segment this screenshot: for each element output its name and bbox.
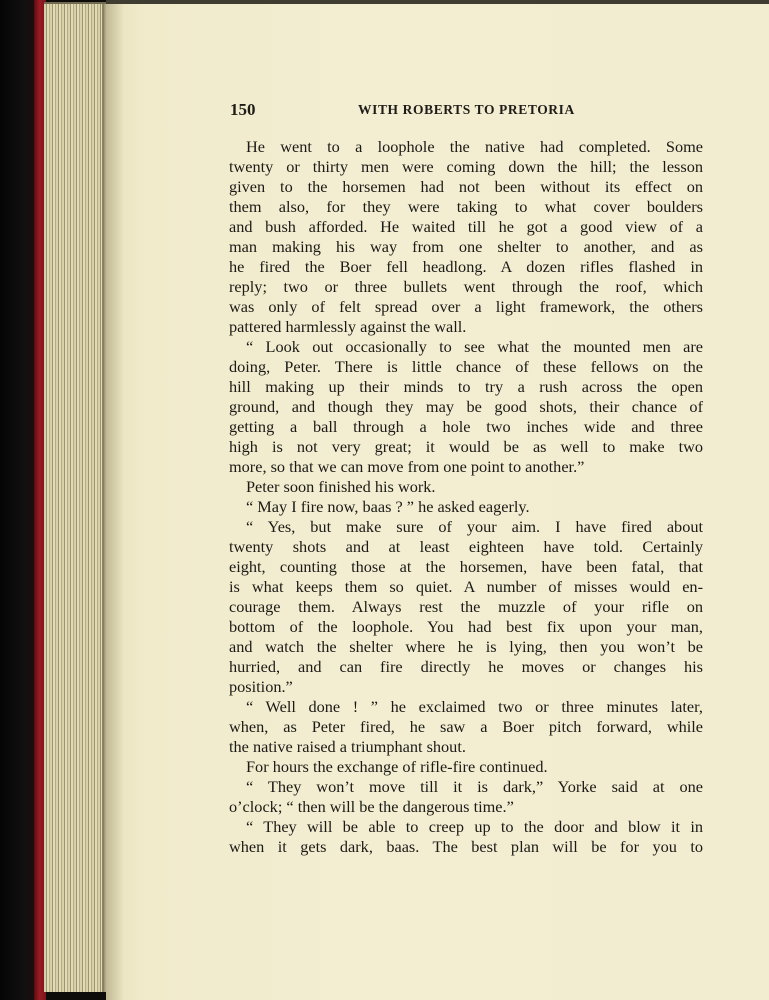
text-line: Peter soon finished his work. [246,477,436,496]
text-line: “ They will be able to creep up to the door and blow it in [246,817,703,836]
text-line: eight, counting those at the horsemen, have been fatal, that [229,557,703,576]
text-line: getting a ball through a hole two inches wide and three [229,417,703,436]
text-line: them also, for they were taking to what cover boulders [229,197,703,216]
text-line: position.” [229,677,293,696]
text-line: the native raised a triumphant shout. [229,737,466,756]
text-line: is what keeps them so quiet. A number of misses would en- [229,577,703,596]
text-line: doing, Peter. There is little chance of these fellows on the [229,357,703,376]
text-line: hill making up their minds to try a rush across the open [229,377,703,396]
body-text [229,137,703,857]
text-line: more, so that we can move from one point to another.” [229,457,585,476]
text-line: ground, and though they may be good shots, their chance of [229,397,703,416]
text-line: bottom of the loophole. You had best fix upon your man, [229,617,703,636]
page-stack-edges [44,2,108,992]
text-line: “ Yes, but make sure of your aim. I have fired about [246,517,703,536]
text-line: twenty or thirty men were coming down the hill; the lesson [229,157,703,176]
text-line: “ They won’t move till it is dark,” Yorke said at one [246,777,703,796]
text-line: “ May I fire now, baas ? ” he asked eagerly. [246,497,530,516]
text-line: man making his way from one shelter to another, and as [229,237,703,256]
text-line: was only of felt spread over a light framework, the others [229,297,703,316]
text-line: courage them. Always rest the muzzle of your rifle on [229,597,703,616]
scan-background-edge [0,0,36,1000]
text-line: high is not very great; it would be as well to make two [229,437,703,456]
text-line: he fired the Boer fell headlong. A dozen rifles flashed in [229,257,703,276]
text-line: For hours the exchange of rifle-fire continued. [246,757,548,776]
text-line: o’clock; “ then will be the dangerous time.” [229,797,514,816]
text-line: “ Look out occasionally to see what the mounted men are [246,337,703,356]
text-line: and watch the shelter where he is lying, then you won’t be [229,637,703,656]
page-number: 150 [230,100,256,119]
text-line: when it gets dark, baas. The best plan will be for you to [229,837,703,856]
text-line: He went to a loophole the native had completed. Some [246,137,703,156]
text-line: pattered harmlessly against the wall. [229,317,467,336]
text-line: twenty shots and at least eighteen have told. Certainly [229,537,703,556]
text-line: hurried, and can fire directly he moves or changes his [229,657,703,676]
text-line: “ Well done ! ” he exclaimed two or three minutes later, [246,697,703,716]
text-line: when, as Peter fired, he saw a Boer pitch forward, while [229,717,703,736]
running-title: WITH ROBERTS TO PRETORIA [358,102,575,117]
gutter-shadow [106,4,124,1000]
text-line: reply; two or three bullets went through the roof, which [229,277,703,296]
text-line: and bush afforded. He waited till he got a good view of a [229,217,703,236]
text-line: given to the horsemen had not been without its effect on [229,177,703,196]
